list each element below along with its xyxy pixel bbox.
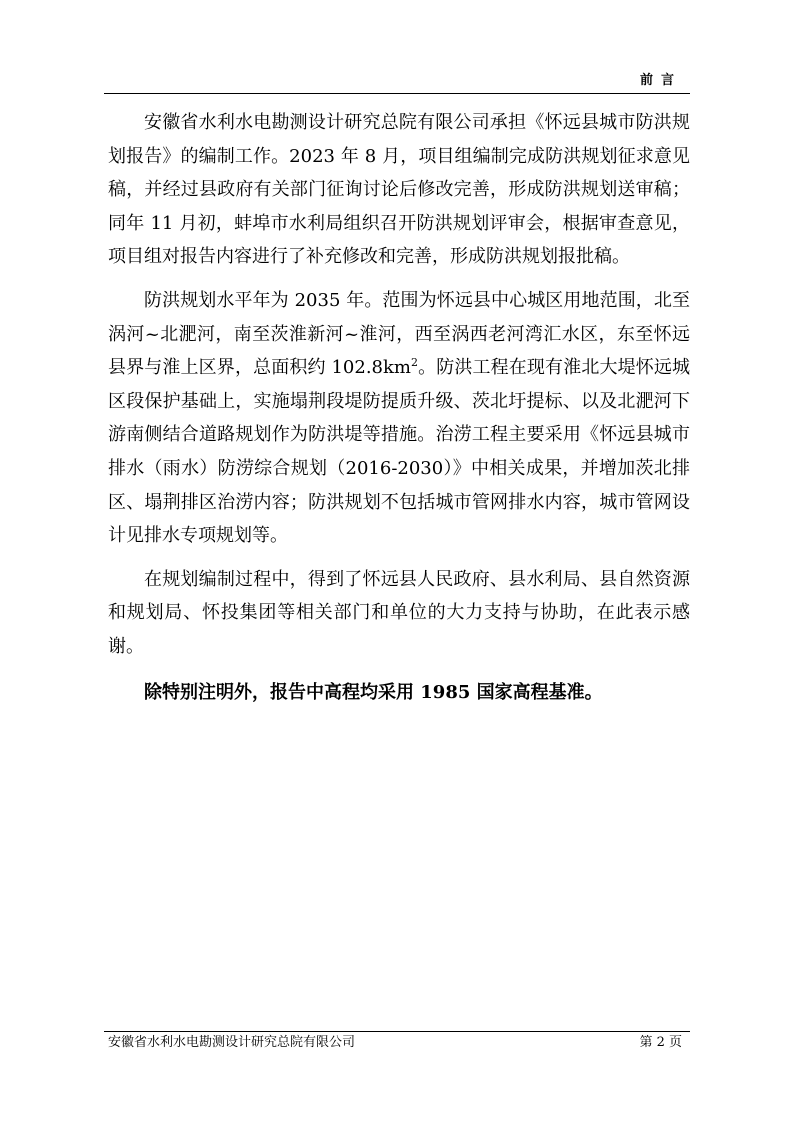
header-divider	[104, 93, 690, 94]
footer-divider	[104, 1031, 690, 1032]
planning-measures-text: 。防洪工程在现有淮北大堤怀远城区段保护基础上，实施塌荆段堤防提质升级、茨北圩提标、以及北淝河下游南侧结合道路规划作为防洪堤等措施。治涝工程主要采用《怀远县城市排水（雨水）防涝综合规划（2016-2030）》中相关成果，并增加茨北排区、塌荆排区治涝内容；防洪规划不包括城市管网排水内容，城市管网设计见排水专项规划等。	[108, 357, 691, 547]
paragraph-project-background: 安徽省水利水电勘测设计研究总院有限公司承担《怀远县城市防洪规划报告》的编制工作。2023 年 8 月，项目组编制完成防洪规划征求意见稿，并经过县政府有关部门征询讨论后修改完善，形成防洪规划送审稿；同年 11 月初，蚌埠市水利局组织召开防洪规划评审会，根据审查意见，项目组对报告内容进行了补充修改和完善，形成防洪规划报批稿。	[108, 112, 690, 268]
planning-scope-text: 防洪规划水平年为 2035 年。范围为怀远县中心城区用地范围，北至涡河~北淝河，南至茨淮新河~淮河，西至涡西老河湾汇水区，东至怀远县界与淮上区界，总面积约 102.8km	[108, 289, 690, 379]
footer-page-number: 第 2 页	[639, 1035, 682, 1050]
section-title: 前言	[639, 73, 682, 88]
paragraph-planning-scope	[108, 284, 690, 553]
document-body	[108, 106, 690, 709]
footer-company-name: 安徽省水利水电勘测设计研究总院有限公司	[108, 1035, 356, 1050]
paragraph-acknowledgement: 在规划编制过程中，得到了怀远县人民政府、县水利局、县自然资源和规划局、怀投集团等相关部门和单位的大力支持与协助，在此表示感谢。	[108, 568, 690, 657]
area-unit-superscript: 2	[410, 356, 418, 370]
paragraph-elevation-datum-note: 除特别注明外，报告中高程均采用 1985 国家高程基准。	[144, 681, 603, 703]
